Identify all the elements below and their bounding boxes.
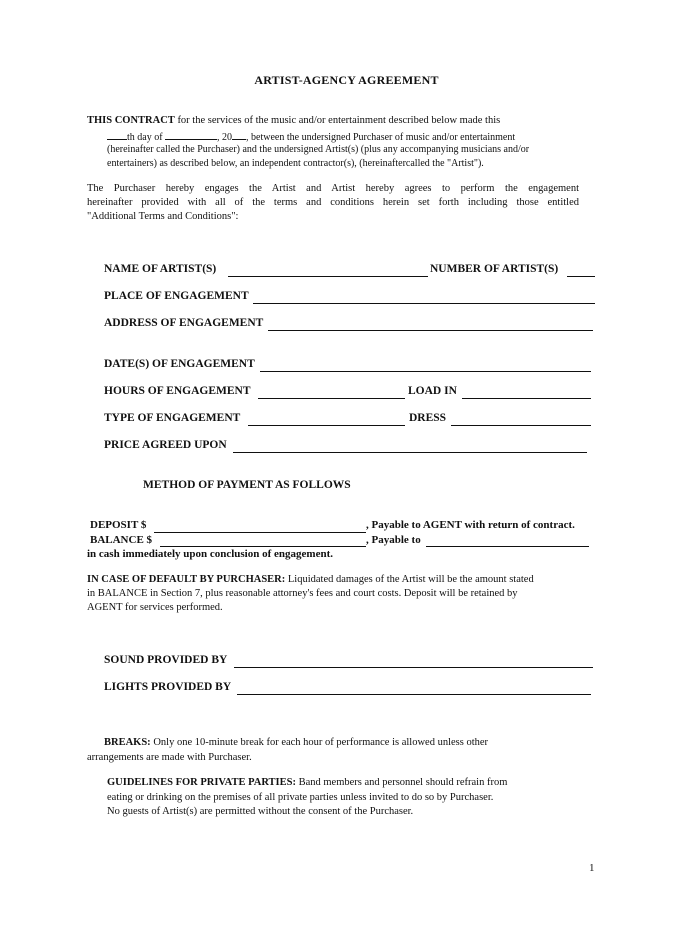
engage-line-1: The Purchaser hereby engages the Artist and Artist hereby agrees to perform the engagement bbox=[87, 183, 579, 194]
deposit-label: DEPOSIT $ bbox=[90, 519, 147, 531]
default-lead: IN CASE OF DEFAULT BY PURCHASER: bbox=[87, 574, 286, 585]
page-number: 1 bbox=[589, 862, 595, 874]
breaks-text-1: Only one 10-minute break for each hour of performance is allowed unless other bbox=[150, 737, 489, 748]
guidelines-line-2: eating or drinking on the premises of all private parties unless invited to do so by Purchaser. bbox=[107, 792, 494, 803]
name-of-artist-line[interactable] bbox=[228, 276, 428, 277]
guidelines-line-1 bbox=[107, 776, 507, 790]
breaks-line-1 bbox=[104, 736, 488, 750]
balance-line[interactable] bbox=[160, 546, 366, 547]
balance-suffix: , Payable to bbox=[366, 534, 421, 546]
year-blank[interactable] bbox=[232, 129, 246, 140]
engage-line-2: hereinafter provided with all of the terms and conditions herein set forth including those entitled bbox=[87, 197, 579, 208]
hours-label: HOURS OF ENGAGEMENT bbox=[104, 385, 251, 397]
price-label: PRICE AGREED UPON bbox=[104, 439, 227, 451]
deposit-suffix: , Payable to AGENT with return of contract. bbox=[366, 519, 575, 531]
price-line[interactable] bbox=[233, 452, 587, 453]
intro-line-4: entertainers) as described below, an independent contractor(s), (hereinaftercalled the "Artist"). bbox=[107, 158, 484, 169]
day-blank[interactable] bbox=[107, 129, 127, 140]
name-of-artist-label: NAME OF ARTIST(S) bbox=[104, 263, 217, 275]
breaks-line-2: arrangements are made with Purchaser. bbox=[87, 752, 252, 763]
guidelines-lead: GUIDELINES FOR PRIVATE PARTIES: bbox=[107, 777, 296, 788]
payment-heading: METHOD OF PAYMENT AS FOLLOWS bbox=[143, 479, 351, 491]
address-line[interactable] bbox=[268, 330, 593, 331]
month-blank[interactable] bbox=[165, 129, 217, 140]
place-line[interactable] bbox=[253, 303, 595, 304]
default-line-3: AGENT for services performed. bbox=[87, 602, 223, 613]
document-title: ARTIST-AGENCY AGREEMENT bbox=[254, 73, 439, 87]
load-in-line[interactable] bbox=[462, 398, 591, 399]
dates-label: DATE(S) OF ENGAGEMENT bbox=[104, 358, 255, 370]
sound-label: SOUND PROVIDED BY bbox=[104, 654, 228, 666]
number-of-artist-label: NUMBER OF ARTIST(S) bbox=[430, 263, 559, 275]
load-in-label: LOAD IN bbox=[408, 385, 457, 397]
dress-label: DRESS bbox=[409, 412, 447, 424]
cash-line: in cash immediately upon conclusion of engagement. bbox=[87, 548, 333, 560]
breaks-lead: BREAKS: bbox=[104, 737, 151, 748]
guidelines-text-1: Band members and personnel should refrain from bbox=[295, 777, 508, 788]
type-line[interactable] bbox=[248, 425, 405, 426]
dates-line[interactable] bbox=[260, 371, 591, 372]
type-label: TYPE OF ENGAGEMENT bbox=[104, 412, 241, 424]
hours-line[interactable] bbox=[258, 398, 405, 399]
dress-line[interactable] bbox=[451, 425, 591, 426]
default-line-2: in BALANCE in Section 7, plus reasonable attorney's fees and court costs. Deposit will be retained by bbox=[87, 588, 518, 599]
lights-line[interactable] bbox=[237, 694, 591, 695]
guidelines-line-3: No guests of Artist(s) are permitted without the consent of the Purchaser. bbox=[107, 806, 414, 817]
intro-line-1 bbox=[87, 114, 500, 128]
payable-to-line[interactable] bbox=[426, 546, 589, 547]
place-label: PLACE OF ENGAGEMENT bbox=[104, 290, 249, 302]
engage-line-3: "Additional Terms and Conditions": bbox=[87, 211, 239, 222]
default-text-1: Liquidated damages of the Artist will be the amount stated bbox=[285, 574, 534, 585]
intro-text-1: for the services of the music and/or entertainment described below made this bbox=[174, 115, 501, 126]
deposit-line[interactable] bbox=[154, 532, 366, 533]
intro-text-2b: , 20 bbox=[217, 132, 233, 143]
intro-lead: THIS CONTRACT bbox=[87, 115, 175, 126]
intro-line-3: (hereinafter called the Purchaser) and the undersigned Artist(s) (plus any accompanying musicians and/or bbox=[107, 144, 530, 155]
address-label: ADDRESS OF ENGAGEMENT bbox=[104, 317, 264, 329]
lights-label: LIGHTS PROVIDED BY bbox=[104, 681, 232, 693]
balance-label: BALANCE $ bbox=[90, 534, 153, 546]
default-line-1 bbox=[87, 573, 534, 587]
intro-text-2c: , between the undersigned Purchaser of music and/or entertainment bbox=[246, 132, 516, 143]
sound-line[interactable] bbox=[234, 667, 593, 668]
intro-text-2a: th day of bbox=[127, 132, 163, 143]
number-of-artist-line[interactable] bbox=[567, 276, 595, 277]
